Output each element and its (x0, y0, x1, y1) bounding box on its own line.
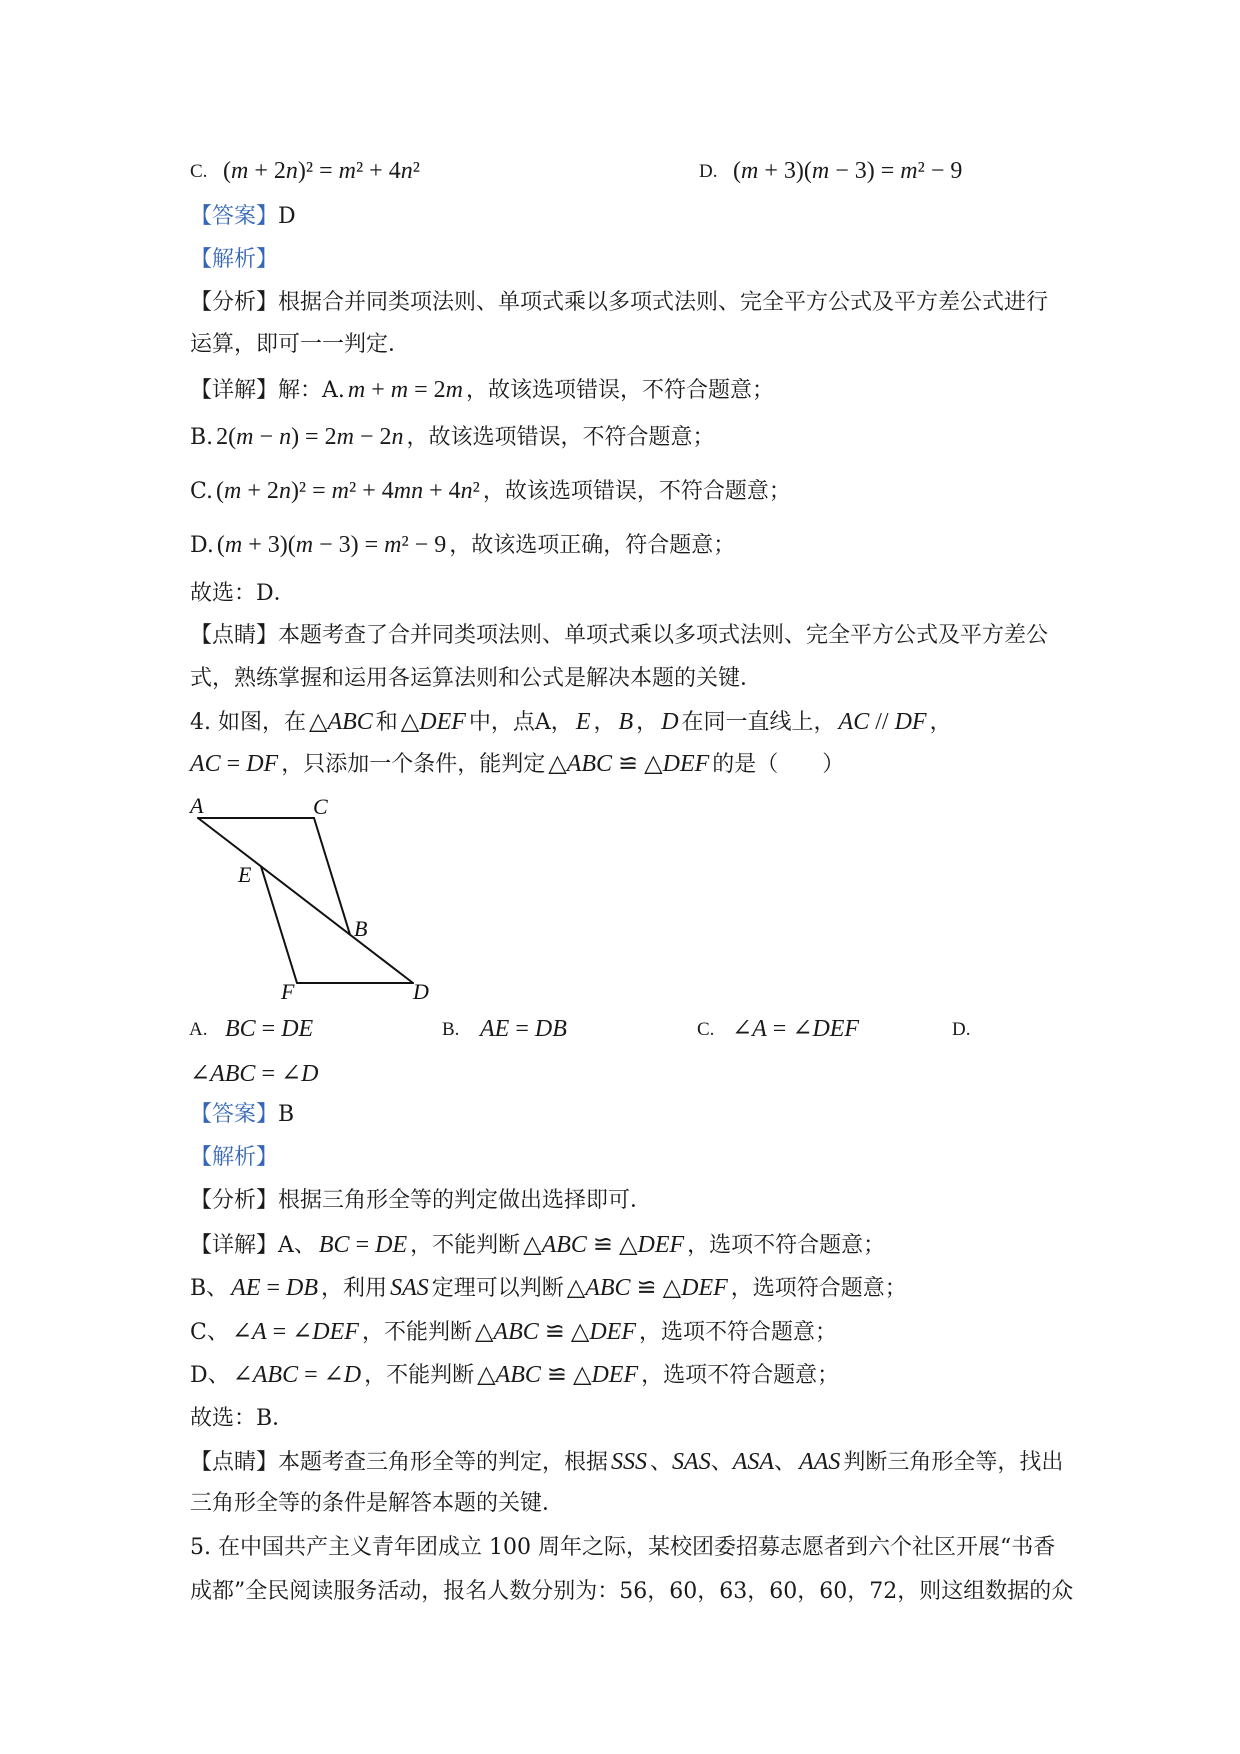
detail-text: ，故该选项错误，不符合题意； (466, 378, 775, 403)
comment-expression: SAS (672, 1449, 711, 1475)
q4-analysis-line (190, 1185, 652, 1217)
comment-text: 判断三角形全等，找出 (843, 1450, 1064, 1475)
q4-option-d-label (952, 1013, 970, 1045)
detail-expression: SAS (390, 1275, 429, 1301)
q4-detail-line-c (190, 1316, 837, 1348)
stem-text: 中，点A， (468, 710, 573, 735)
q3-comment-line-2 (190, 663, 762, 695)
stem-text: 的是（ ） (712, 752, 845, 777)
q3-option-d (699, 155, 717, 187)
q3-option-c-expression (220, 155, 423, 187)
stem-expression: AC = DF (190, 751, 279, 777)
q3-analysis-line-1 (190, 287, 1048, 319)
q3-conclusion (190, 578, 296, 610)
detail-expression: ∠ABC = ∠D (232, 1362, 362, 1388)
q3-detail-line-d (190, 529, 735, 561)
point-label-a: A (190, 793, 204, 818)
detail-text: ，选项不符合题意； (638, 1320, 837, 1345)
detail-expression: △ABC ≌ △DEF (523, 1232, 685, 1258)
q4-stem-line-2 (190, 748, 844, 780)
q4-option-b-label (442, 1013, 459, 1045)
q4-jiexi-line (190, 1142, 278, 1174)
detail-expression: m + m = 2m (347, 377, 464, 403)
detail-text: ，利用 (321, 1276, 388, 1301)
option-expression: AE = DB (480, 1016, 567, 1042)
detail-text: ，不能判断 (361, 1320, 472, 1345)
stem-text: 成都”全民阅读服务活动，报名人数分别为：56，60，63，60，60，72，则这组数据的众 (190, 1579, 1074, 1604)
q4-comment-line-1 (190, 1446, 1063, 1478)
detail-text: ，选项不符合题意； (641, 1363, 840, 1388)
stem-expression: D (661, 709, 679, 735)
comment-text: 【点睛】本题考查三角形全等的判定，根据 (190, 1450, 609, 1475)
q4-comment-line-2 (190, 1488, 564, 1520)
detail-text: 【详解】解：A. (190, 378, 345, 403)
detail-text: 定理可以判断 (431, 1276, 564, 1301)
stem-text: ， (636, 710, 659, 735)
option-label: A. (189, 1019, 208, 1040)
stem-expression: △DEF (400, 709, 466, 735)
detail-text: ，不能判断 (364, 1363, 475, 1388)
detail-expression: (m + 3)(m − 3) = m² − 9 (216, 532, 447, 558)
comment-expression: AAS (799, 1449, 841, 1475)
comment-text: 、 (774, 1450, 797, 1475)
stem-expression: AC // DF (838, 709, 927, 735)
detail-text: ，不能判断 (410, 1233, 521, 1258)
q4-answer-line (190, 1099, 294, 1131)
segment-ad (198, 818, 413, 983)
detail-expression: ∠A = ∠DEF (231, 1319, 359, 1345)
point-label-d: D (413, 979, 429, 1004)
detail-text: ，选项符合题意； (730, 1276, 907, 1301)
comment-text: 式，熟练掌握和运用各运算法则和公式是解决本题的关键． (190, 666, 763, 691)
answer-value: B (278, 1102, 295, 1127)
q5-stem-line-2 (190, 1576, 1073, 1608)
option-expression: BC = DE (225, 1016, 314, 1042)
stem-expression: △ABC ≌ △DEF (548, 751, 710, 777)
stem-text: ，只添加一个条件，能判定 (281, 752, 546, 777)
point-label-f: F (281, 979, 295, 1004)
q3-jiexi-line (190, 244, 278, 276)
point-label-c: C (313, 794, 328, 819)
option-label: C. (190, 161, 208, 182)
stem-expression: △ABC (308, 709, 373, 735)
option-label: D. (699, 161, 718, 182)
stem-expression: E (575, 709, 591, 735)
q4-conclusion (190, 1403, 294, 1435)
stem-text: 5. 在中国共产主义青年团成立 100 周年之际，某校团委招募志愿者到六个社区开展“书香 (190, 1535, 1056, 1560)
jiexi-tag: 【解析】 (190, 1145, 279, 1170)
answer-tag: 【答案】 (190, 204, 279, 229)
q3-option-c (190, 155, 207, 187)
comment-text: 三角形全等的条件是解答本题的关键． (190, 1491, 565, 1516)
analysis-text: 【分析】根据合并同类项法则、单项式乘以多项式法则、完全平方公式及平方差公式进行 (190, 290, 1049, 315)
geometry-figure (160, 790, 460, 1010)
q4-option-a-label (189, 1013, 207, 1045)
q4-detail-line-a (190, 1229, 885, 1261)
detail-expression: △ABC ≌ △DEF (566, 1275, 728, 1301)
stem-text: 在同一直线上， (681, 710, 836, 735)
q5-stem-line-1 (190, 1532, 1055, 1564)
stem-text: ， (929, 710, 952, 735)
answer-tag: 【答案】 (190, 1102, 279, 1127)
q4-detail-line-b (190, 1272, 907, 1304)
q3-answer-line (190, 201, 296, 233)
detail-text: ，故该选项错误，不符合题意； (482, 479, 791, 504)
detail-expression: AE = DB (231, 1275, 319, 1301)
q3-detail-line-c (190, 475, 791, 507)
detail-text: ，选项不符合题意； (687, 1233, 886, 1258)
detail-text: C、 (190, 1320, 229, 1345)
q4-option-a-expression (222, 1013, 316, 1045)
q4-detail-line-d (190, 1359, 839, 1391)
detail-expression: △ABC ≌ △DEF (474, 1319, 636, 1345)
segment-cb (314, 818, 350, 935)
detail-expression: 2(m − n) = 2m − 2n (216, 424, 404, 450)
stem-text: ， (593, 710, 616, 735)
conclusion-text: 故选：D． (190, 581, 296, 606)
option-expression: ∠A = ∠DEF (732, 1016, 860, 1042)
detail-text: ，故该选项错误，不符合题意； (406, 425, 715, 450)
detail-expression: BC = DE (318, 1232, 408, 1258)
jiexi-tag: 【解析】 (190, 247, 279, 272)
segment-ef (261, 866, 297, 983)
comment-text: 、 (710, 1450, 733, 1475)
q4-option-c-expression (729, 1013, 862, 1045)
analysis-text: 运算，即可一一判定． (190, 332, 411, 357)
detail-text: B. (190, 425, 214, 450)
comment-text: 【点睛】本题考查了合并同类项法则、单项式乘以多项式法则、完全平方公式及平方差公 (190, 623, 1049, 648)
q4-stem-line-1 (190, 706, 952, 738)
q4-option-d-expression (187, 1058, 321, 1090)
q3-analysis-line-2 (190, 329, 410, 361)
detail-text: D、 (190, 1363, 230, 1388)
option-label: B. (442, 1019, 460, 1040)
detail-text: 【详解】A、 (190, 1233, 316, 1258)
analysis-text: 【分析】根据三角形全等的判定做出选择即可． (190, 1188, 653, 1213)
q3-option-d-expression (730, 155, 965, 187)
point-label-b: B (354, 916, 368, 941)
q3-detail-line-b (190, 421, 715, 453)
answer-value: D (278, 204, 296, 229)
comment-expression: ASA (732, 1449, 775, 1475)
q3-detail-line-a (190, 374, 774, 406)
option-label: D. (952, 1019, 971, 1040)
option-label: C. (697, 1019, 715, 1040)
detail-text: ，故该选项正确，符合题意； (449, 533, 736, 558)
detail-expression: (m + 2n)² = m² + 4mn + 4n² (216, 478, 480, 504)
q4-option-b-expression (477, 1013, 570, 1045)
comment-expression: SSS (611, 1449, 648, 1475)
option-expression: ∠ABC = ∠D (190, 1061, 319, 1087)
stem-text: 和 (375, 710, 398, 735)
stem-expression: B (618, 709, 634, 735)
detail-text: C. (190, 479, 214, 504)
detail-expression: △ABC ≌ △DEF (477, 1362, 639, 1388)
comment-text: 、 (650, 1450, 673, 1475)
option-expression: (m + 3)(m − 3) = m² − 9 (733, 158, 963, 184)
detail-text: D. (190, 533, 214, 558)
point-label-e: E (238, 862, 252, 887)
conclusion-text: 故选：B． (190, 1406, 295, 1431)
q3-comment-line-1 (190, 620, 1048, 652)
detail-text: B、 (190, 1276, 229, 1301)
stem-text: 4. 如图，在 (190, 710, 306, 735)
option-expression: (m + 2n)² = m² + 4n² (223, 158, 420, 184)
q4-option-c-label (697, 1013, 714, 1045)
